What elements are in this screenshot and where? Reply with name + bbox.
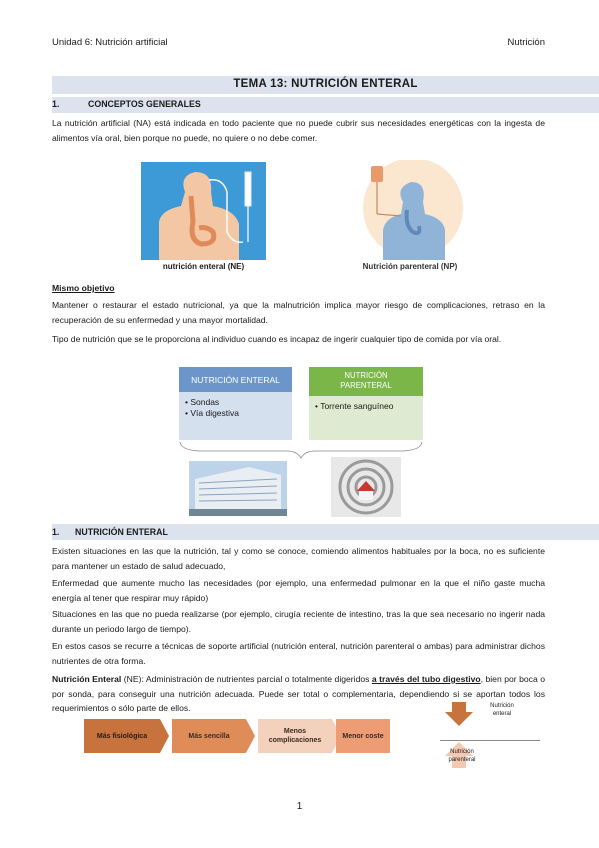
ne-emph: a través del tubo digestivo bbox=[371, 674, 481, 684]
ne-text2: , bien por boca o por sonda, para conseguir una nutrición adecuada. Puede ser total o complementaria, dependiendo si se aportan todos los requerimientos o sólo parte de ellos. bbox=[52, 674, 545, 714]
paragraph-2: Enfermedad que aumente mucho las necesidades (por ejemplo, una enfermedad pulmonar en la que el niño gaste mucha energía al tener que respirar muy rápido) bbox=[52, 578, 545, 603]
enteral-item-1: • Sondas bbox=[185, 397, 220, 407]
header-unit: Unidad 6: Nutrición artificial bbox=[52, 37, 168, 48]
section1-title: CONCEPTOS GENERALES bbox=[88, 99, 201, 109]
flow-step-3: Menos complicaciones bbox=[258, 719, 332, 753]
paragraph-3: Situaciones en las que no pueda realizarse (por ejemplo, cirugía reciente de intestino, tras la que sea necesario no ingerir nada durante un periodo largo de tiempo). bbox=[52, 609, 545, 634]
parenteral-illustration bbox=[355, 160, 465, 260]
section1-number: 1. bbox=[52, 99, 60, 109]
page-title: TEMA 13: NUTRICIÓN ENTERAL bbox=[233, 78, 418, 90]
parenteral-title-line2: PARENTERAL bbox=[340, 381, 392, 390]
ne-term: Nutrición Enteral bbox=[52, 674, 122, 684]
flow-step-1: Más fisiológica bbox=[84, 719, 160, 753]
hospital-building bbox=[189, 461, 287, 516]
section2-number: 1. bbox=[52, 527, 60, 537]
parenteral-caption: Nutrición parenteral (NP) bbox=[362, 262, 458, 271]
parenteral-box-body bbox=[309, 396, 423, 440]
scale-label-parenteral: Nutrición parenteral bbox=[448, 749, 476, 763]
flow-arrow-1 bbox=[160, 719, 169, 753]
paragraph-1: Existen situaciones en las que la nutrición, tal y como se conoce, comiendo alimentos habituales por la boca, no es suficiente para mantener un estado de salud adecuado, bbox=[52, 546, 545, 571]
enteral-illustration bbox=[141, 162, 266, 260]
intro-paragraph: La nutrición artificial (NA) está indicada en todo paciente que no puede cubrir sus necesidades energéticas con la ingesta de alimentos vía oral, bien porque no puede, no quiere o no debe comer. bbox=[52, 118, 545, 143]
enteral-image bbox=[141, 162, 266, 260]
parenteral-image bbox=[355, 160, 465, 260]
ne-abbr: (NE): bbox=[123, 674, 144, 684]
enteral-caption: nutrición enteral (NE) bbox=[162, 262, 245, 271]
objetivo-heading: Mismo objetivo bbox=[52, 283, 115, 293]
down-arrow-icon bbox=[445, 702, 473, 726]
paragraph-4: En estos casos se recurre a técnicas de soporte artificial (nutrición enteral, nutrición parenteral o ambas) para administrar dichos nutrientes de otra forma. bbox=[52, 641, 545, 666]
section2-title: NUTRICIÓN ENTERAL bbox=[75, 527, 168, 537]
flow-step-4: Menor coste bbox=[336, 719, 390, 753]
ne-text1: Administración de nutrientes parcial o totalmente digeridos bbox=[145, 674, 370, 684]
hospital-photo bbox=[189, 461, 287, 516]
scale-line bbox=[440, 740, 540, 741]
parenteral-box-title bbox=[309, 367, 423, 396]
flow-step-2: Más sencilla bbox=[172, 719, 246, 753]
scale-label-enteral: Nutrición enteral bbox=[490, 703, 514, 717]
enteral-box-body bbox=[179, 392, 292, 440]
tipo-paragraph: Tipo de nutrición que se le proporciona al individuo cuando es incapaz de ingerir cualquier tipo de comida por vía oral. bbox=[52, 334, 502, 344]
page-number: 1 bbox=[296, 801, 303, 812]
home-photo bbox=[331, 457, 401, 517]
parenteral-title-line1: NUTRICIÓN bbox=[344, 371, 388, 380]
enteral-item-2: • Vía digestiva bbox=[185, 408, 240, 418]
enteral-box-title: NUTRICIÓN ENTERAL bbox=[179, 367, 292, 392]
objetivo-paragraph: Mantener o restaurar el estado nutricional, ya que la malnutrición implica mayor riesgo de complicaciones, retraso en la recuperación de su enfermedad y una mayor mortalidad. bbox=[52, 300, 545, 325]
parenteral-item-1: • Torrente sanguíneo bbox=[315, 401, 394, 411]
flow-arrow-2 bbox=[246, 719, 255, 753]
header-subject: Nutrición bbox=[507, 37, 545, 48]
house-maze bbox=[331, 457, 401, 517]
